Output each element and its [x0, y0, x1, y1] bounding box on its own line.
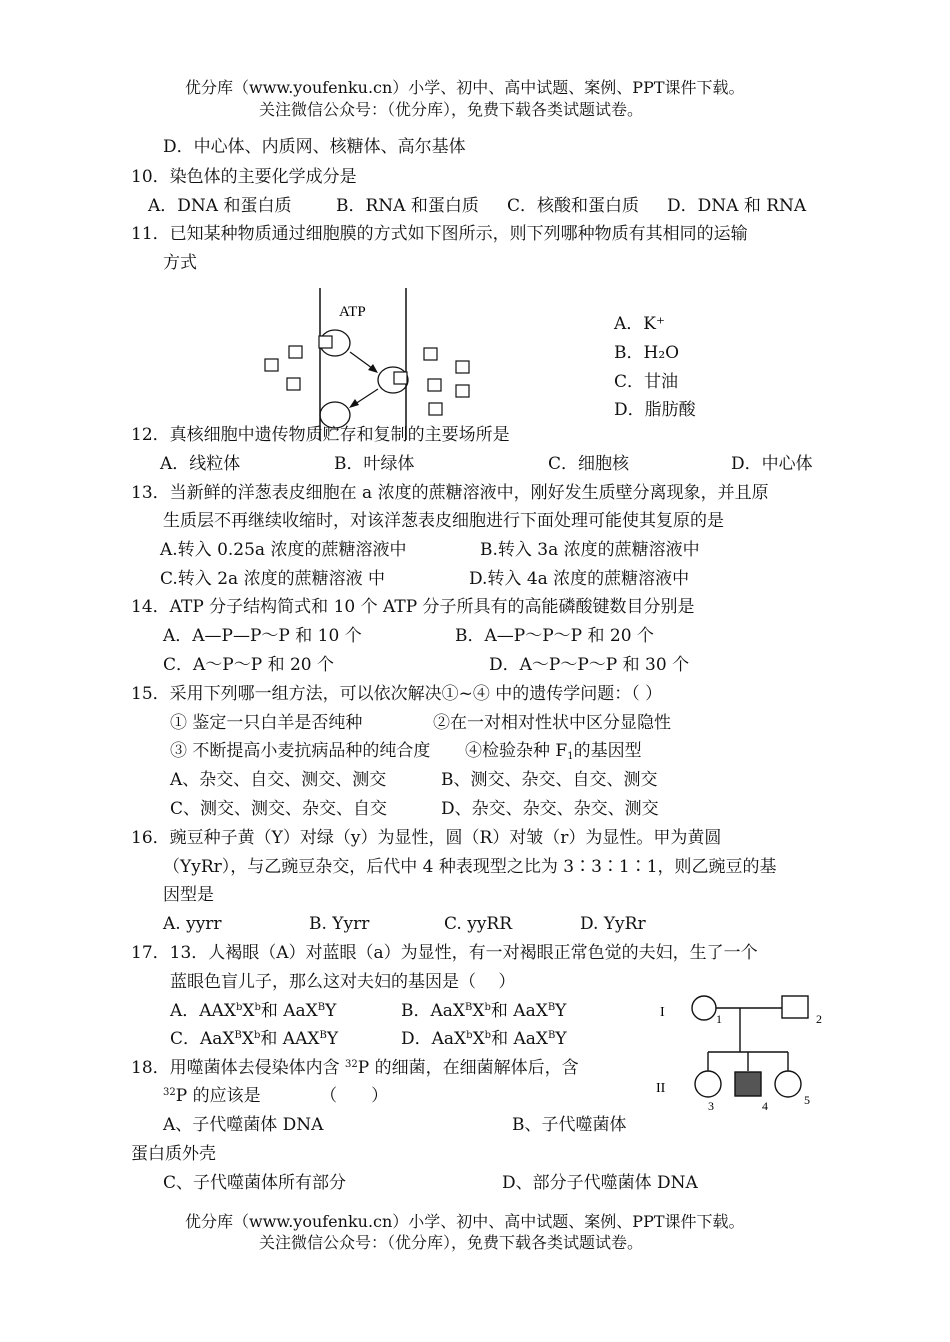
- q16-option-b: B. Yyrr: [309, 914, 370, 934]
- header-line-1: 优分库（www.youfenku.cn）小学、初中、高中试题、案例、PPT课件下载。: [185, 78, 745, 97]
- q14-option-d: D．A～P～P～P 和 30 个: [489, 655, 690, 675]
- q9-option-d: D．中心体、内质网、核糖体、高尔基体: [163, 137, 466, 157]
- atp-label: ATP: [339, 304, 366, 320]
- q18-stem-line-1: 18．用噬菌体去侵染体内含 $^{32}$P 的细菌，在细菌解体后，含: [131, 1058, 579, 1078]
- q10-stem: 10．染色体的主要化学成分是: [131, 167, 357, 187]
- generation-ii-label: II: [656, 1081, 666, 1096]
- q16-option-d: D. YyRr: [580, 914, 646, 934]
- q16-stem-line-3: 因型是: [163, 885, 214, 905]
- q14-option-a: A．A—P—P～P 和 10 个: [163, 626, 362, 646]
- membrane-transport-diagram: [255, 286, 485, 442]
- q15-option-c: C、测交、测交、杂交、自交: [170, 799, 388, 819]
- q17-option-c: C．$AaX^BX^b$和 $AAX^BY$: [170, 1029, 339, 1049]
- q13-stem-line-1: 13．当新鲜的洋葱表皮细胞在 a 浓度的蔗糖溶液中，刚好发生质壁分离现象，并且原: [131, 483, 769, 503]
- q12-option-c: C．细胞核: [548, 454, 630, 474]
- q16-stem-line-1: 16．豌豆种子黄（Y）对绿（y）为显性，圆（R）对皱（r）为显性。甲为黄圆: [131, 828, 722, 848]
- q14-option-c: C．A～P～P 和 20 个: [163, 655, 335, 675]
- q15-item-1: ① 鉴定一只白羊是否纯种: [170, 713, 363, 733]
- individual-4-affected-male: [735, 1072, 761, 1096]
- q13-option-d: D.转入 4a 浓度的蔗糖溶液中: [469, 569, 690, 589]
- q15-item-2: ②在一对相对性状中区分显隐性: [433, 713, 671, 733]
- q17-option-b: B．$AaX^BX^b$和 AaX$^B$Y: [401, 1001, 567, 1021]
- header-line-2: 关注微信公众号：（优分库），免费下载各类试题试卷。: [259, 100, 644, 119]
- q13-stem-line-2: 生质层不再继续收缩时，对该洋葱表皮细胞进行下面处理可能使其复原的是: [163, 511, 724, 531]
- q15-item-3: ③ 不断提高小麦抗病品种的纯合度: [170, 741, 431, 761]
- q17-option-a: A．$AAX^bX^b$和 AaX$^B$Y: [170, 1001, 337, 1021]
- q10-option-d: D．DNA 和 RNA: [667, 196, 807, 216]
- q13-option-c: C.转入 2a 浓度的蔗糖溶液 中: [160, 569, 385, 589]
- q11-stem-line-1: 11．已知某种物质通过细胞膜的方式如下图所示，则下列哪种物质有其相同的运输: [131, 224, 748, 244]
- q16-option-a: A. yyrr: [163, 914, 222, 934]
- q10-option-b: B．RNA 和蛋白质: [336, 196, 479, 216]
- q15-option-b: B、测交、杂交、自交、测交: [441, 770, 658, 790]
- q11-option-a: A．K⁺: [614, 314, 665, 334]
- q10-option-c: C．核酸和蛋白质: [507, 196, 640, 216]
- q18-stem-line-2: $^{32}$P 的应该是 （ ）: [163, 1086, 389, 1106]
- q15-option-a: A、杂交、自交、测交、测交: [170, 770, 387, 790]
- footer-line-1: 优分库（www.youfenku.cn）小学、初中、高中试题、案例、PPT课件下载。: [185, 1212, 745, 1231]
- generation-i-label: I: [660, 1005, 665, 1020]
- q13-option-a: A.转入 0.25a 浓度的蔗糖溶液中: [160, 540, 407, 560]
- q12-option-d: D．中心体: [731, 454, 813, 474]
- q12-option-b: B．叶绿体: [334, 454, 415, 474]
- q15-option-d: D、杂交、杂交、杂交、测交: [441, 799, 659, 819]
- q18-option-c: C、子代噬菌体所有部分: [163, 1173, 347, 1193]
- q14-option-b: B．A—P～P～P 和 20 个: [455, 626, 654, 646]
- q18-option-d: D、部分子代噬菌体 DNA: [502, 1173, 698, 1193]
- q17-option-d: D．$AaX^bX^b$和 AaX$^B$Y: [401, 1029, 567, 1049]
- pedigree-chart: [652, 988, 832, 1118]
- individual-1-female: [692, 996, 716, 1020]
- svg-text:1: 1: [716, 1012, 722, 1026]
- q16-option-c: C. yyRR: [444, 914, 513, 934]
- q18-option-b-continued: 蛋白质外壳: [131, 1144, 216, 1164]
- q17-stem-line-2: 蓝眼色盲儿子，那么这对夫妇的基因是（ ）: [170, 972, 516, 992]
- q16-stem-line-2: （YyRr），与乙豌豆杂交，后代中 4 种表现型之比为 3∶3∶1∶1，则乙豌豆的基: [163, 857, 777, 877]
- svg-text:4: 4: [762, 1099, 768, 1113]
- q12-stem: 12．真核细胞中遗传物质贮存和复制的主要场所是: [131, 425, 510, 445]
- q15-item-4: ④检验杂种 $F_1$的基因型: [465, 741, 642, 762]
- q17-stem-line-1: 17．13．人褐眼（A）对蓝眼（a）为显性，有一对褐眼正常色觉的夫妇，生了一个: [131, 943, 758, 963]
- individual-3-female: [695, 1071, 721, 1097]
- q10-option-a: A．DNA 和蛋白质: [148, 196, 292, 216]
- q11-option-d: D．脂肪酸: [614, 400, 696, 420]
- q11-option-b: B．H₂O: [614, 343, 680, 363]
- q11-option-c: C．甘油: [614, 372, 679, 392]
- footer-line-2: 关注微信公众号：（优分库），免费下载各类试题试卷。: [259, 1233, 644, 1252]
- individual-5-female: [775, 1071, 801, 1097]
- q11-stem-line-2: 方式: [163, 253, 197, 273]
- q14-stem: 14．ATP 分子结构简式和 10 个 ATP 分子所具有的高能磷酸键数目分别是: [131, 597, 695, 617]
- q15-stem: 15．采用下列哪一组方法，可以依次解决①~④ 中的遗传学问题：（ ）: [131, 684, 663, 704]
- svg-text:3: 3: [708, 1099, 714, 1113]
- q18-option-b: B、子代噬菌体: [512, 1115, 627, 1135]
- q12-option-a: A．线粒体: [160, 454, 241, 474]
- q13-option-b: B.转入 3a 浓度的蔗糖溶液中: [480, 540, 700, 560]
- q18-option-a: A、子代噬菌体 DNA: [163, 1115, 324, 1135]
- svg-text:5: 5: [804, 1093, 810, 1107]
- individual-2-male: [782, 996, 808, 1018]
- svg-text:2: 2: [816, 1012, 822, 1026]
